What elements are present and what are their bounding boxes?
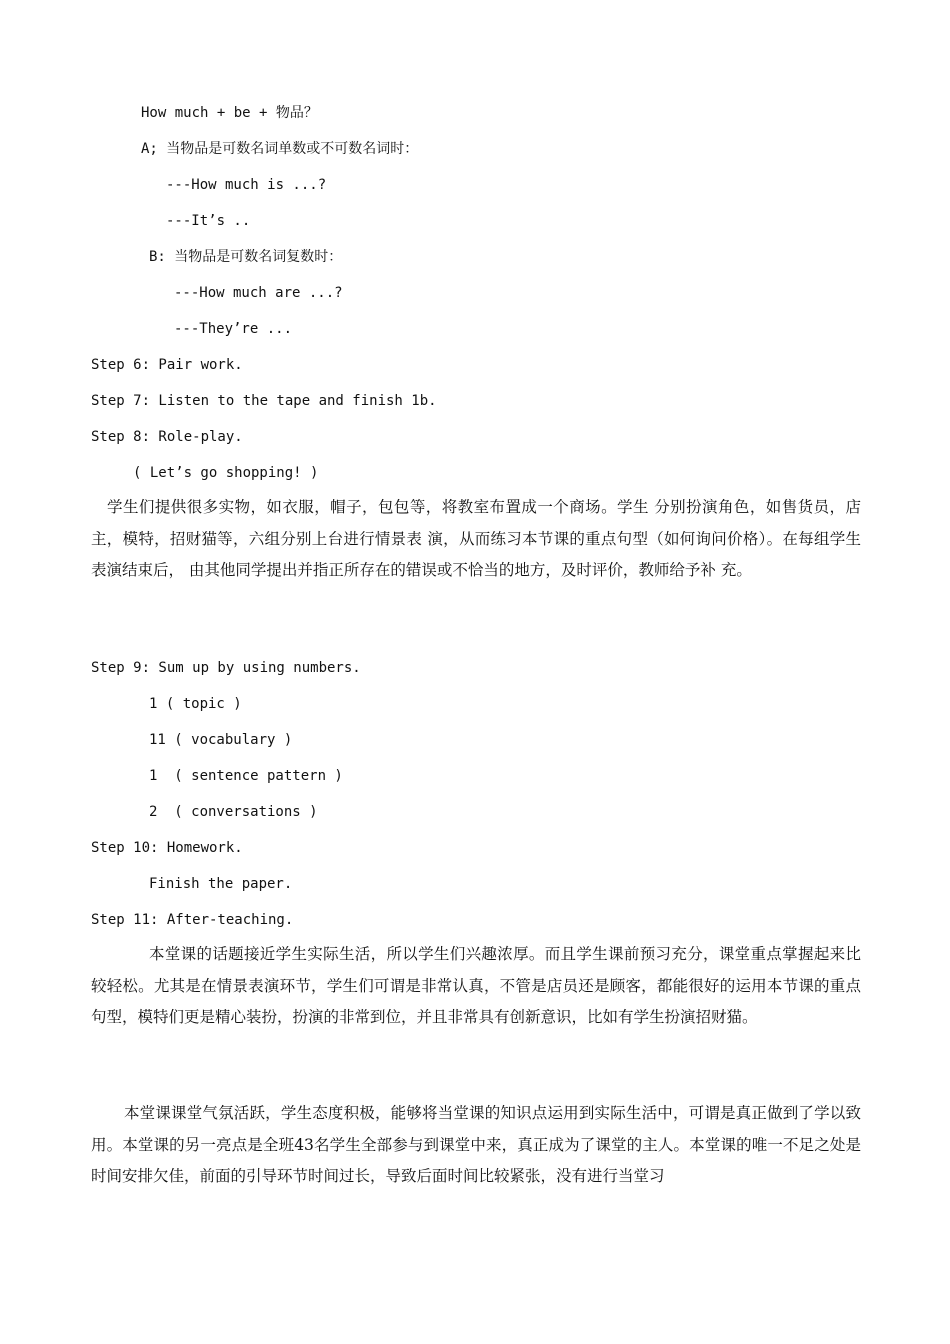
- rule-a: A; 当物品是可数名词单数或不可数名词时：: [141, 141, 419, 157]
- step-11-heading: Step 11: After-teaching.: [91, 912, 294, 928]
- step-8-heading: Step 8: Role-play.: [91, 429, 243, 445]
- summary-item-conversations: 2 ( conversations ): [149, 804, 318, 820]
- summary-item-sentence-pattern: 1 ( sentence pattern ): [149, 768, 343, 784]
- reflection-paragraph-2: 本堂课课堂气氛活跃，学生态度积极，能够将当堂课的知识点运用到实际生活中，可谓是真正做到了学以致用。本堂课的另一亮点是全班43名学生全部参与到课堂中来，真正成为了课堂的主人。本堂课的唯一不足之处是时间安排欠佳，前面的引导环节时间过长，导致后面时间比较紧张，没有进行当堂习: [91, 1104, 861, 1185]
- summary-item-vocabulary: 11 ( vocabulary ): [149, 732, 293, 748]
- step-6-heading: Step 6: Pair work.: [91, 357, 243, 373]
- rule-b-answer: ---They’re ...: [174, 321, 293, 337]
- role-play-title: ( Let’s go shopping! ): [133, 465, 319, 481]
- rule-b-question: ---How much are ...?: [174, 285, 343, 301]
- how-much-pattern: How much + be + 物品？: [141, 105, 318, 121]
- reflection-paragraph-1: 本堂课的话题接近学生实际生活，所以学生们兴趣浓厚。而且学生课前预习充分，课堂重点掌握起来比较轻松。尤其是在情景表演环节，学生们可谓是非常认真，不管是店员还是顾客，都能很好的运用本节课的重点句型，模特们更是精心装扮，扮演的非常到位，并且非常具有创新意识，比如有学生扮演招财猫。: [91, 945, 861, 1026]
- rule-a-question: ---How much is ...?: [166, 177, 327, 193]
- step-7-heading: Step 7: Listen to the tape and finish 1b.: [91, 393, 437, 409]
- rule-a-answer: ---It’s ..: [166, 213, 251, 229]
- homework-text: Finish the paper.: [149, 876, 293, 892]
- role-play-paragraph: 学生们提供很多实物，如衣服，帽子，包包等，将教室布置成一个商场。学生 分别扮演角色，如售货员，店主，模特，招财猫等，六组分别上台进行情景表 演，从而练习本节课的重点句型（如何询问价格）。在每组学生表演结束后， 由其他同学提出并指正所存在的错误或不恰当的地方，及时评价，教师给予补 充。: [91, 498, 861, 579]
- step-10-heading: Step 10: Homework.: [91, 840, 243, 856]
- step-9-heading: Step 9: Sum up by using numbers.: [91, 660, 361, 676]
- rule-b: B: 当物品是可数名词复数时：: [149, 249, 343, 265]
- summary-item-topic: 1 ( topic ): [149, 696, 242, 712]
